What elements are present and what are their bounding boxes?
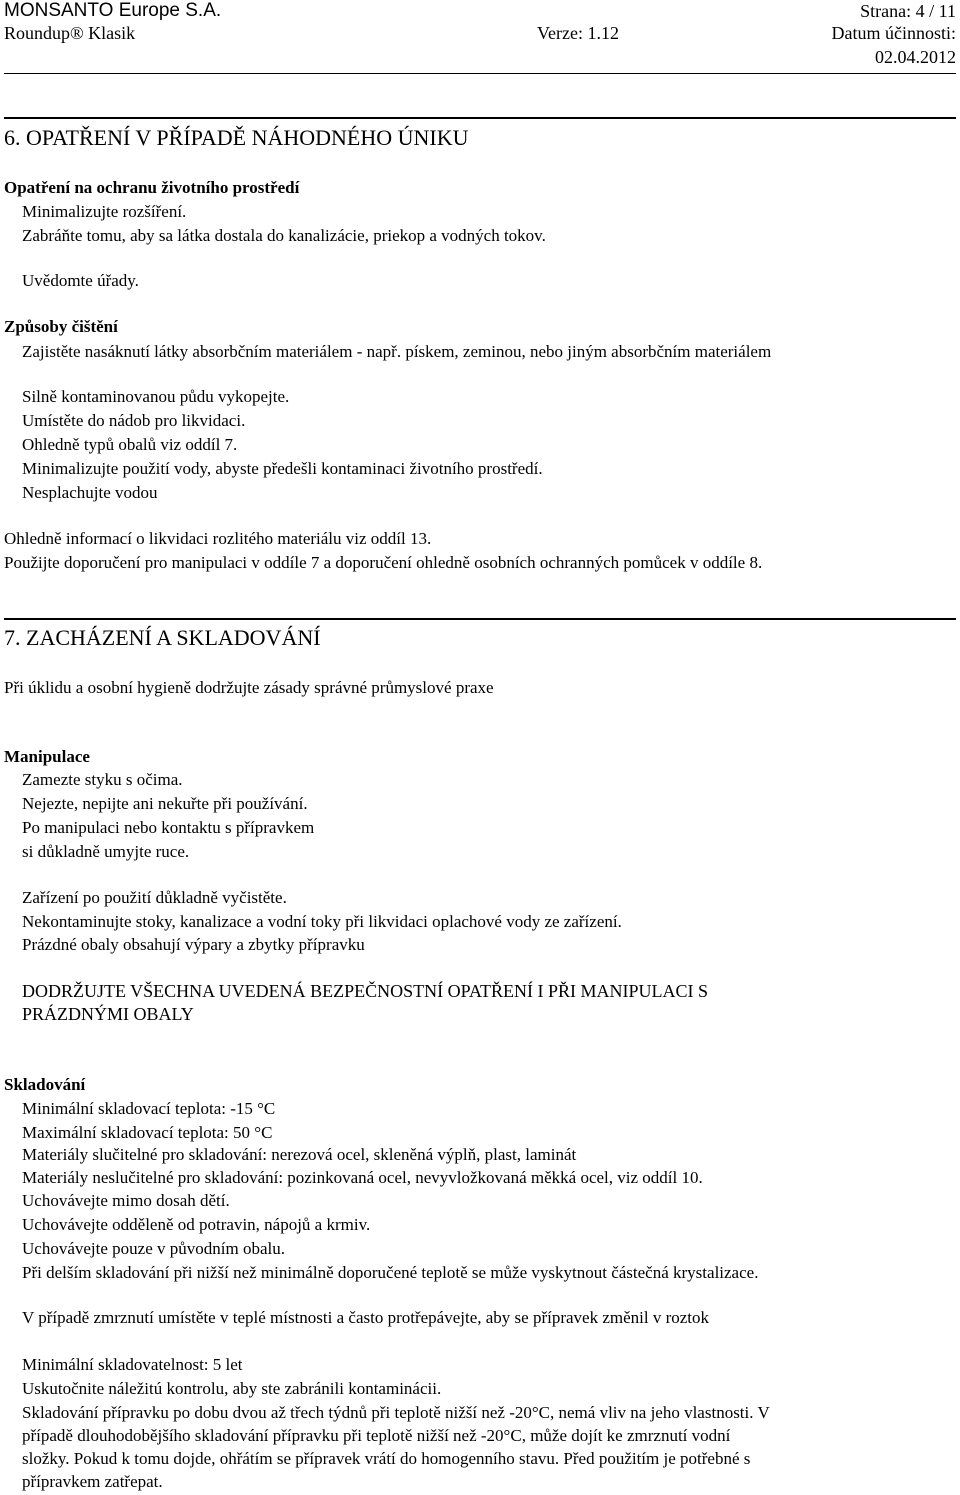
page-number: Strana: 4 / 11 xyxy=(860,1,956,21)
section-6-title: 6. OPATŘENÍ V PŘÍPADĚ NÁHODNÉHO ÚNIKU xyxy=(4,125,469,150)
reference-line: Ohledně informací o likvidaci rozlitého materiálu viz oddíl 13. xyxy=(4,529,432,548)
product-name: Roundup® Klasik xyxy=(4,23,136,43)
warning-line: PRÁZDNÝMI OBALY xyxy=(22,1004,194,1024)
storage-line: Materiály neslučitelné pro skladování: pozinkovaná ocel, nevyvložkovaná měkká ocel, viz oddíl 10. xyxy=(22,1168,703,1187)
env-line: Uvědomte úřady. xyxy=(22,271,139,290)
handling-line: Zamezte styku s očima. xyxy=(22,770,183,789)
version: Verze: 1.12 xyxy=(537,23,619,43)
storage-line: případě dlouhodobějšího skladování přípravku při teplotě nižší než -20°C, může dojít ke zmrznutí vodní xyxy=(22,1426,731,1445)
storage-line: V případě zmrznutí umístěte v teplé místnosti a často protřepávejte, aby se přípravek změnil v roztok xyxy=(22,1308,710,1327)
section-7-rule xyxy=(4,618,956,620)
env-line: Zabráňte tomu, aby sa látka dostala do kanalizácie, priekop a vodných tokov. xyxy=(22,226,546,245)
cleanup-heading: Způsoby čištění xyxy=(4,317,118,336)
company-name: MONSANTO Europe S.A. xyxy=(4,0,222,21)
storage-line: Uchovávejte pouze v původním obalu. xyxy=(22,1239,285,1258)
env-heading: Opatření na ochranu životního prostředí xyxy=(4,178,300,197)
storage-line: Uchovávejte odděleně od potravin, nápojů a krmiv. xyxy=(22,1215,371,1234)
storage-line: Při delším skladování při nižší než minimálně doporučené teplotě se může vyskytnout částečná krystalizace. xyxy=(22,1263,759,1282)
date-label: Datum účinnosti: xyxy=(831,23,956,43)
cleanup-line: Nesplachujte vodou xyxy=(22,483,158,502)
env-line: Minimalizujte rozšíření. xyxy=(22,202,187,221)
handling-line: Prázdné obaly obsahují výpary a zbytky přípravku xyxy=(22,935,365,954)
cleanup-line: Zajistěte nasáknutí látky absorbčním materiálem - např. pískem, zeminou, nebo jiným absorbčním materiálem xyxy=(22,342,772,361)
storage-line: Uskutočnite náležitú kontrolu, aby ste zabránili kontaminácii. xyxy=(22,1379,442,1398)
cleanup-line: Ohledně typů obalů viz oddíl 7. xyxy=(22,435,238,454)
storage-line: Skladování přípravku po dobu dvou až třech týdnů při teplotě nižší než -20°C, nemá vliv na jeho vlastnosti. V xyxy=(22,1403,770,1422)
handling-line: Nejezte, nepijte ani nekuřte při používání. xyxy=(22,794,308,813)
header-divider xyxy=(4,73,956,74)
storage-line: Minimální skladovací teplota: -15 °C xyxy=(22,1099,276,1118)
storage-line: Uchovávejte mimo dosah dětí. xyxy=(22,1191,230,1210)
handling-line: Nekontaminujte stoky, kanalizace a vodní toky při likvidaci oplachové vody ze zařízení. xyxy=(22,912,622,931)
section-7-title: 7. ZACHÁZENÍ A SKLADOVÁNÍ xyxy=(4,625,321,650)
cleanup-line: Umístěte do nádob pro likvidaci. xyxy=(22,411,246,430)
handling-line: Po manipulaci nebo kontaktu s přípravkem xyxy=(22,818,315,837)
storage-line: Minimální skladovatelnost: 5 let xyxy=(22,1355,243,1374)
storage-line: Maximální skladovací teplota: 50 °C xyxy=(22,1123,273,1142)
hygiene-note: Při úklidu a osobní hygieně dodržujte zásady správné průmyslové praxe xyxy=(4,678,494,697)
section-6-rule xyxy=(4,117,956,119)
handling-line: si důkladně umyjte ruce. xyxy=(22,842,190,861)
handling-heading: Manipulace xyxy=(4,747,90,766)
cleanup-line: Silně kontaminovanou půdu vykopejte. xyxy=(22,387,290,406)
warning-line: DODRŽUJTE VŠECHNA UVEDENÁ BEZPEČNOSTNÍ OPATŘENÍ I PŘI MANIPULACI S xyxy=(22,981,709,1001)
storage-line: složky. Pokud k tomu dojde, ohřátím se přípravek vrátí do homogenního stavu. Před použitím je potřebné s xyxy=(22,1449,751,1468)
storage-heading: Skladování xyxy=(4,1075,86,1094)
date-value: 02.04.2012 xyxy=(875,47,956,67)
handling-line: Zařízení po použití důkladně vyčistěte. xyxy=(22,888,287,907)
storage-line: Materiály slučitelné pro skladování: nerezová ocel, skleněná výplň, plast, laminát xyxy=(22,1145,577,1164)
storage-line: přípravkem zatřepat. xyxy=(22,1472,163,1491)
cleanup-line: Minimalizujte použití vody, abyste předešli kontaminaci životního prostředí. xyxy=(22,459,543,478)
reference-line: Použijte doporučení pro manipulaci v oddíle 7 a doporučení ohledně osobních ochranných pomůcek v oddíle 8. xyxy=(4,553,763,572)
